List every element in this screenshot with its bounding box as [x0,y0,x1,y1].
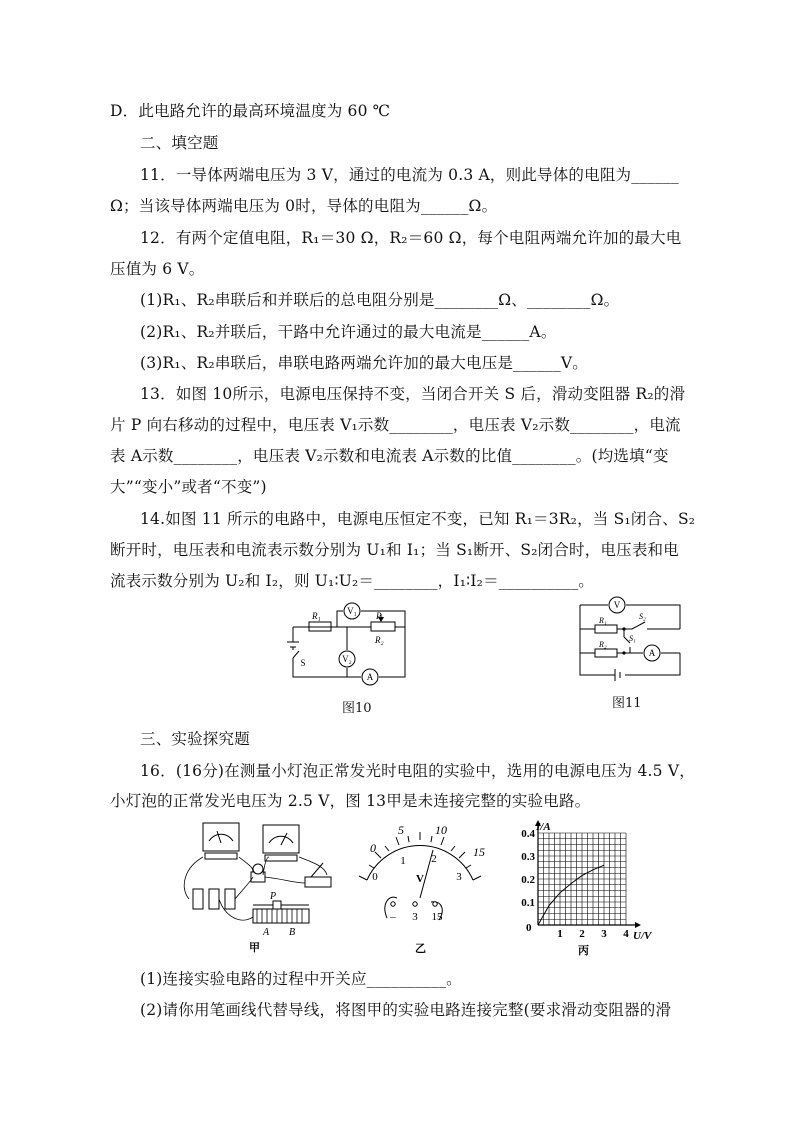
yi-outer-tick-2: 10 [435,823,447,837]
yi-outer-tick-1: 5 [398,823,404,837]
q12-line-2: 压值为 6 V。 [110,260,205,278]
jia-label: 甲 [249,942,260,954]
fig11-voltmeter-v: V [613,600,621,610]
chart-ylabel: I/A [536,821,551,833]
fig11-label-s1: S₁ [629,634,636,643]
jia-label-b: B [289,927,296,938]
jia-label-p: P [270,891,277,902]
yi-inner-tick-1: 1 [400,855,406,867]
chart-x-tick-label: 1 [557,928,563,940]
chart-x-tick-label: 2 [579,928,585,940]
q13-line-3: 表 A示数________，电压表 V₂示数和电流表 A示数的比值________。(均选填“变 [110,447,669,465]
yi-inner-tick-0: 0 [372,871,378,883]
fig11-label-r1: R₁ [599,616,607,625]
q16-part-1: (1)连接实验电路的过程中开关应__________。 [140,970,462,988]
fig11-label-r2: R₂ [599,640,607,649]
fig10-voltmeter-v1: V₁ [347,606,357,616]
fig10-voltmeter-v2: V₂ [342,654,352,664]
yi-outer-tick-3: 15 [473,845,485,859]
q16-part-2: (2)请你用笔画线代替导线，将图甲的实验电路连接完整(要求滑动变阻器的滑 [140,1001,672,1019]
chart-x-axis-arrow [635,922,641,928]
fig10-switch-s: S [300,658,306,668]
q12-part-1: (1)R₁、R₂串联后和并联后的总电阻分别是________Ω、________Ω。 [140,291,620,309]
yi-terminal-negative: – [390,911,396,923]
figure-11-caption: 图11 [612,696,642,711]
fig10-label-r1: R₁ [312,611,321,621]
q13-line-2: 片 P 向右移动的过程中，电压表 V₁示数________，电压表 V₂示数________，电流 [110,416,681,434]
q14-line-1: 14.如图 11 所示的电路中，电源电压恒定不变，已知 R₁＝3R₂，当 S₁闭合、S₂ [140,510,696,528]
yi-unit-v: V [416,873,424,885]
q16-line-2: 小灯泡的正常发光电压为 2.5 V，图 13甲是未连接完整的实验电路。 [110,792,591,810]
chart-y-tick-label: 0.2 [521,874,535,886]
yi-terminal-15: 15 [431,911,443,923]
figure-13-bing-iu-chart [508,817,658,957]
option-d: D．此电路允许的最高环境温度为 60 ℃ [110,102,391,120]
q12-line-1: 12．有两个定值电阻，R₁＝30 Ω，R₂＝60 Ω，每个电阻两端允许加的最大电 [140,229,682,247]
chart-y-tick-label: 0.3 [521,851,535,863]
q13-line-4: 大”“变小”或者“不变”) [110,478,267,496]
q12-part-3: (3)R₁、R₂串联后，串联电路两端允许加的最大电压是______V。 [140,354,588,372]
q14-line-3: 流表示数分别为 U₂和 I₂，则 U₁∶U₂＝________，I₁∶I₂＝__________。 [110,572,594,590]
q14-line-2: 断开时，电压表和电流表示数分别为 U₁和 I₁；当 S₁断开、S₂闭合时，电压表和电 [110,541,679,559]
chart-y-tick-label: 0.4 [521,828,535,840]
q12-part-2: (2)R₁、R₂并联后，干路中允许通过的最大电流是______A。 [140,323,557,341]
yi-label: 乙 [415,943,426,955]
yi-outer-tick-0: 0 [370,841,376,855]
yi-terminal-3: 3 [412,911,418,923]
fig10-label-r2: R₂ [375,635,384,645]
section-experiment-heading: 三、实验探究题 [140,730,250,748]
fig11-ammeter-a: A [648,648,656,658]
figure-13-yi-voltmeter [345,822,495,960]
fig10-label-p: P [376,611,382,621]
q11-line-2: Ω；当该导体两端电压为 0时，导体的电阻为______Ω。 [110,197,498,215]
q16-line-1: 16．(16分)在测量小灯泡正常发光时电阻的实验中，选用的电源电压为 4.5 V， [140,762,695,780]
fig10-ammeter-a: A [366,672,374,682]
chart-x-tick-label: 3 [601,928,607,940]
fig11-label-s2: S₂ [639,612,646,621]
chart-xlabel: U/V [633,930,652,942]
bing-label: 丙 [578,945,589,957]
yi-inner-tick-2: 2 [431,853,437,865]
chart-origin-label: 0 [526,922,532,934]
chart-axes [535,820,641,928]
chart-grid [538,833,626,925]
q11-line-1: 11．一导体两端电压为 3 V，通过的电流为 0.3 A，则此导体的电阻为______ [140,166,679,184]
yi-inner-tick-3: 3 [456,871,462,883]
chart-y-tick-label: 0.1 [521,897,535,909]
figure-11-circuit [575,595,685,685]
jia-label-a: A [263,927,270,938]
chart-x-tick-label: 4 [623,928,629,940]
figure-10-circuit [285,600,420,690]
section-fill-in-heading: 二、填空题 [140,134,219,152]
figure-13-jia-apparatus [165,817,345,957]
q13-line-1: 13．如图 10所示，电源电压保持不变，当闭合开关 S 后，滑动变阻器 R₂的滑 [140,385,686,403]
figure-10-caption: 图10 [342,701,372,716]
